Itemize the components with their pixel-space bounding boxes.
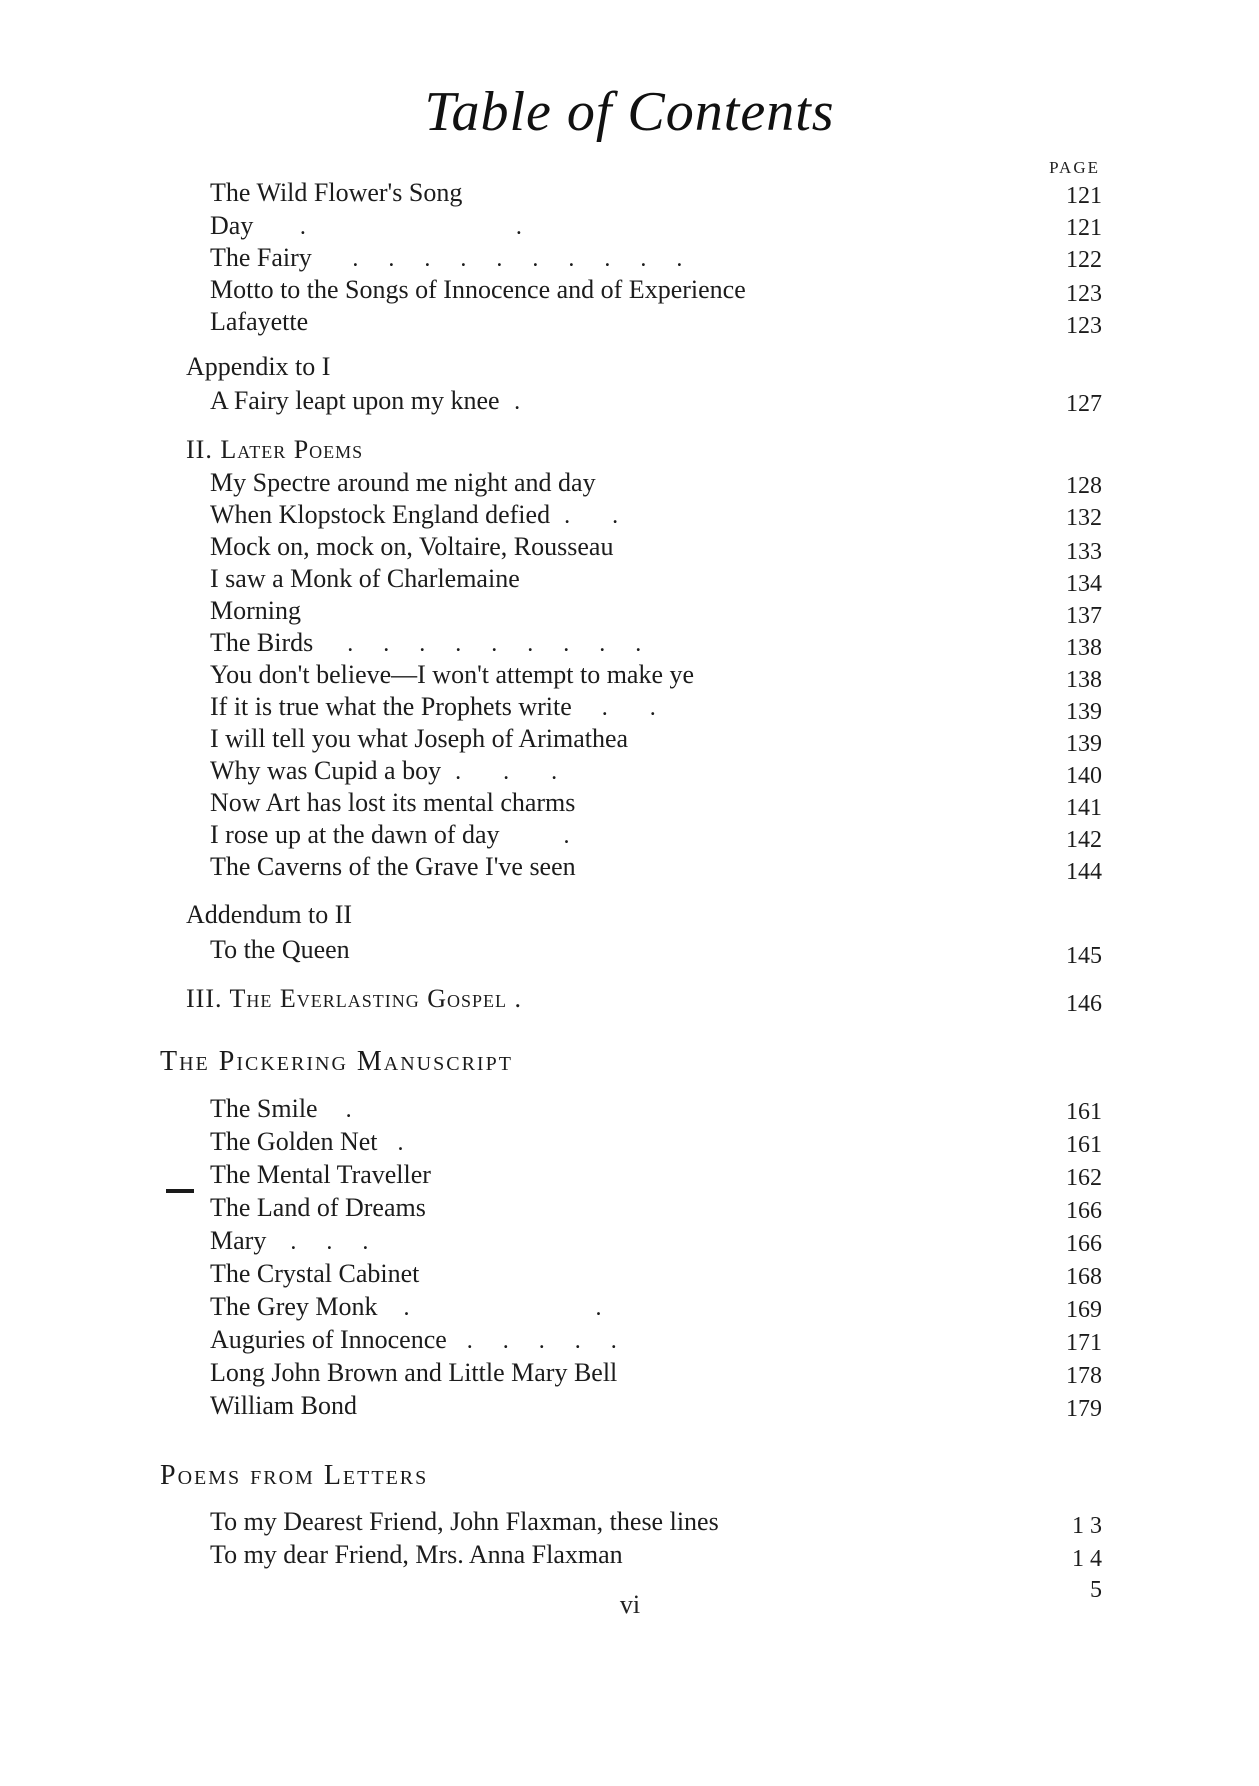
- toc-entry: [210, 1225, 368, 1257]
- toc-entry: [210, 1506, 719, 1538]
- entry-page: 171: [1066, 1330, 1102, 1356]
- toc-entry: [210, 1126, 404, 1158]
- entry-title: My Spectre around me night and day: [210, 468, 596, 497]
- entry-page: 145: [1066, 943, 1102, 969]
- entry-page: 121: [1066, 183, 1102, 209]
- entry-page: 139: [1066, 731, 1102, 757]
- leader-dots: . . . . . . . . .: [347, 631, 642, 657]
- entry-page: 166: [1066, 1198, 1102, 1224]
- toc-entry: [210, 659, 694, 691]
- margin-dash-mark: [166, 1189, 194, 1193]
- entry-title: The Crystal Cabinet: [210, 1259, 420, 1288]
- entry-page: 122: [1066, 247, 1102, 273]
- toc-entry: [210, 531, 613, 563]
- entry-page: 161: [1066, 1132, 1102, 1158]
- toc-entry: [210, 627, 641, 659]
- entry-title: I rose up at the dawn of day: [210, 820, 500, 849]
- entry-title: Mock on, mock on, Voltaire, Rousseau: [210, 532, 614, 561]
- later-poems-heading: II. Later Poems: [186, 435, 364, 464]
- entry-title: The Caverns of the Grave I've seen: [210, 852, 576, 881]
- toc-entry: [210, 385, 520, 417]
- entry-page: 127: [1066, 391, 1102, 417]
- entry-title: The Golden Net: [210, 1127, 378, 1156]
- toc-entry: [210, 210, 522, 242]
- entry-page: 146: [1066, 991, 1102, 1017]
- page-column-label: PAGE: [1049, 158, 1100, 177]
- leader-dots: .: [514, 389, 521, 415]
- leader-dots: . . . . . . . . . .: [352, 246, 683, 272]
- toc-entry: [210, 755, 557, 787]
- entry-page: 132: [1066, 505, 1102, 531]
- leader-dots: . . . . .: [466, 1328, 617, 1354]
- toc-entry: [210, 1390, 357, 1422]
- toc-entry: [210, 1258, 419, 1290]
- leader-dots: . . .: [455, 759, 558, 785]
- entry-title: Long John Brown and Little Mary Bell: [210, 1358, 618, 1387]
- toc-entry: [210, 1324, 617, 1356]
- leader-dots: . .: [299, 214, 522, 240]
- entry-page: 138: [1066, 635, 1102, 661]
- leader-dots: . .: [564, 503, 619, 529]
- entry-page: 178: [1066, 1363, 1102, 1389]
- toc-entry: [210, 242, 682, 274]
- entry-page: 141: [1066, 795, 1102, 821]
- toc-entry: [210, 595, 301, 627]
- entry-page: 121: [1066, 215, 1102, 241]
- entry-page: 139: [1066, 699, 1102, 725]
- toc-entry: [210, 1159, 431, 1191]
- entry-page: 140: [1066, 763, 1102, 789]
- entry-page: 142: [1066, 827, 1102, 853]
- entry-page: 1 3: [1072, 1513, 1102, 1539]
- entry-title: Auguries of Innocence: [210, 1325, 447, 1354]
- entry-title: Morning: [210, 596, 301, 625]
- pickering-section-heading: The Pickering Manuscript: [160, 1046, 513, 1077]
- leader-dots: . . .: [290, 1229, 369, 1255]
- entry-title: Mary: [210, 1226, 267, 1255]
- leader-dots: . .: [601, 695, 656, 721]
- entry-page: 169: [1066, 1297, 1102, 1323]
- entry-page: 162: [1066, 1165, 1102, 1191]
- appendix-heading: Appendix to I: [186, 352, 331, 381]
- entry-page: 166: [1066, 1231, 1102, 1257]
- entry-title: The Grey Monk: [210, 1292, 378, 1321]
- toc-entry: [210, 1192, 426, 1224]
- entry-page-fragment: 5: [1090, 1577, 1102, 1603]
- page-title: Table of Contents: [424, 81, 835, 143]
- leader-dots: . .: [403, 1295, 602, 1321]
- toc-entry: [210, 1539, 623, 1571]
- entry-page: 138: [1066, 667, 1102, 693]
- toc-entry: [210, 934, 350, 966]
- entry-title: The Land of Dreams: [210, 1193, 426, 1222]
- toc-entry: [210, 499, 618, 531]
- toc-entry: [210, 723, 628, 755]
- entry-page: 179: [1066, 1396, 1102, 1422]
- entry-page: 137: [1066, 603, 1102, 629]
- entry-title: Now Art has lost its mental charms: [210, 788, 576, 817]
- entry-page: 123: [1066, 281, 1102, 307]
- entry-title: You don't believe—I won't attempt to make ye: [210, 660, 695, 689]
- leader-dots: .: [345, 1097, 352, 1123]
- toc-entry: [210, 819, 570, 851]
- entry-page: 123: [1066, 313, 1102, 339]
- entry-page: 1 4: [1072, 1546, 1102, 1572]
- entry-title: The Wild Flower's Song: [210, 178, 463, 207]
- entry-page: 168: [1066, 1264, 1102, 1290]
- entry-title: I will tell you what Joseph of Arimathea: [210, 724, 629, 753]
- everlasting-gospel-heading: III. The Everlasting Gospel .: [186, 984, 523, 1013]
- entry-title: A Fairy leapt upon my knee: [210, 386, 500, 415]
- leader-dots: .: [397, 1130, 404, 1156]
- addendum-heading: Addendum to II: [186, 900, 353, 929]
- toc-entry: [210, 1357, 617, 1389]
- entry-title: Lafayette: [210, 307, 309, 336]
- entry-page: 144: [1066, 859, 1102, 885]
- entry-title: The Mental Traveller: [210, 1160, 431, 1189]
- toc-entry: [210, 467, 596, 499]
- entry-title: Why was Cupid a boy: [210, 756, 442, 785]
- entry-title: Day: [210, 211, 254, 240]
- entry-title: If it is true what the Prophets write: [210, 692, 572, 721]
- entry-title: The Fairy: [210, 243, 312, 272]
- toc-entry: [210, 851, 576, 883]
- leader-dots: .: [563, 823, 570, 849]
- entry-title: When Klopstock England defied: [210, 500, 551, 529]
- entry-title: I saw a Monk of Charlemaine: [210, 564, 520, 593]
- entry-title: To my dear Friend, Mrs. Anna Flaxman: [210, 1540, 623, 1569]
- entry-page: 161: [1066, 1099, 1102, 1125]
- entry-title: William Bond: [210, 1391, 357, 1420]
- toc-entry: [210, 177, 462, 209]
- toc-entry: [210, 787, 575, 819]
- entry-page: 128: [1066, 473, 1102, 499]
- toc-entry: [210, 274, 746, 306]
- toc-entry: [210, 563, 520, 595]
- entry-title: The Smile: [210, 1094, 318, 1123]
- toc-entry: [210, 306, 308, 338]
- entry-page: 134: [1066, 571, 1102, 597]
- letters-section-heading: Poems from Letters: [160, 1460, 429, 1491]
- toc-entry: [210, 1291, 602, 1323]
- entry-title: Motto to the Songs of Innocence and of Experience: [210, 275, 746, 304]
- entry-page: 133: [1066, 539, 1102, 565]
- entry-title: To my Dearest Friend, John Flaxman, these lines: [210, 1507, 719, 1536]
- folio-page-number: vi: [619, 1590, 641, 1619]
- toc-entry: [210, 691, 656, 723]
- entry-title: The Birds: [210, 628, 314, 657]
- entry-title: To the Queen: [210, 935, 350, 964]
- toc-entry: [210, 1093, 352, 1125]
